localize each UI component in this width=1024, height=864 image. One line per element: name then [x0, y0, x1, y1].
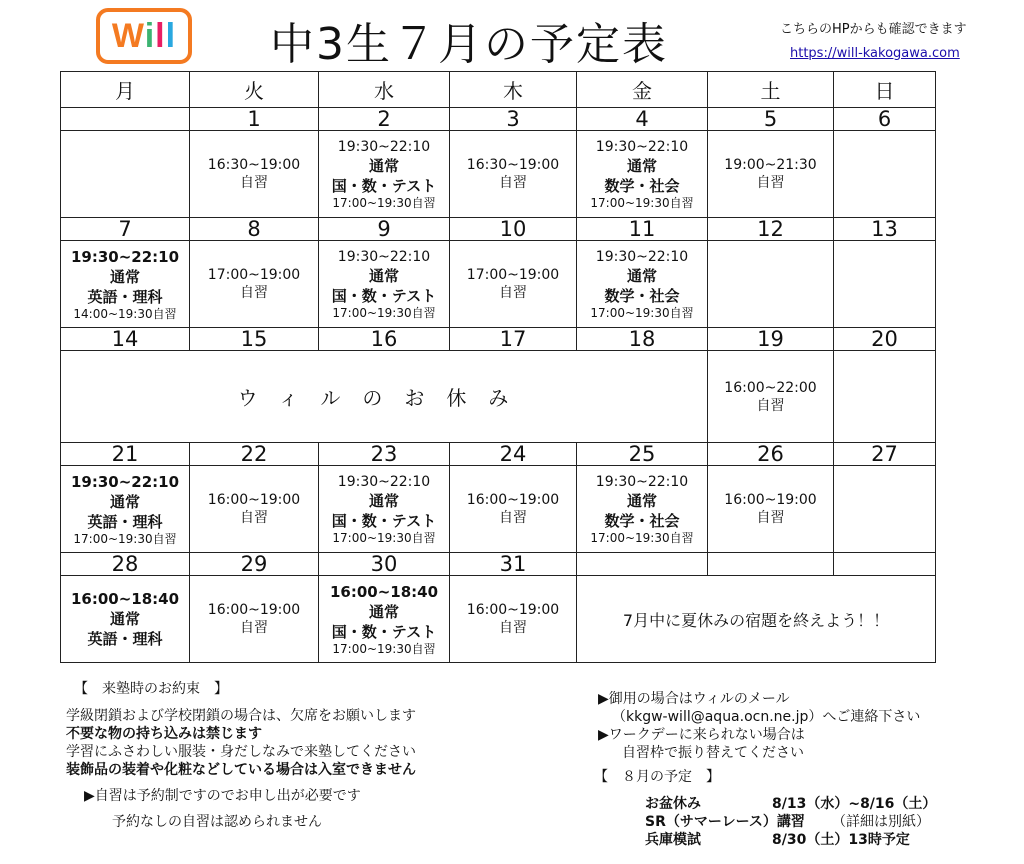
date-cell: 5 — [708, 108, 834, 131]
hp-link[interactable]: https://will-kakogawa.com — [790, 46, 960, 61]
date-cell: 17 — [450, 328, 577, 351]
august-item-date: 8/13（水）~8/16（土） — [772, 796, 937, 812]
self-study: 17:00~19:30自習 — [332, 195, 436, 210]
day-cell — [708, 131, 834, 218]
self-study: 17:00~19:30自習 — [590, 305, 694, 320]
week2-schedule — [61, 241, 936, 328]
date-cell: 30 — [319, 553, 450, 576]
type: 自習 — [499, 285, 527, 301]
date-cell: 14 — [61, 328, 190, 351]
type: 通常 — [368, 266, 399, 285]
subjects: 数学・社会 — [604, 286, 680, 305]
august-item-name: お盆休み — [645, 796, 701, 812]
self-study: 17:00~19:30自習 — [332, 305, 436, 320]
weekday-wed: 水 — [319, 72, 450, 108]
weekday-sun: 日 — [834, 72, 936, 108]
august-item-date: 8/30（土）13時予定 — [772, 832, 910, 848]
day-cell — [450, 466, 577, 553]
date-cell: 19 — [708, 328, 834, 351]
day-cell — [577, 466, 708, 553]
time: 19:30~22:10 — [595, 138, 689, 155]
type: 通常 — [626, 156, 657, 175]
day-cell — [577, 131, 708, 218]
time: 17:00~19:00 — [207, 267, 301, 283]
august-item-date: （詳細は別紙） — [832, 814, 930, 830]
day-cell — [450, 576, 577, 663]
day-cell — [319, 466, 450, 553]
contact-email: （kkgw-will@aqua.ocn.ne.jp）へご連絡下さい — [612, 709, 921, 725]
day-cell — [190, 131, 319, 218]
subjects: 国・数・テスト — [331, 286, 437, 305]
date-cell: 4 — [577, 108, 708, 131]
type: 自習 — [499, 510, 527, 526]
time: 16:00~18:40 — [329, 582, 439, 601]
date-cell: 26 — [708, 443, 834, 466]
week3-schedule — [61, 351, 936, 443]
day-cell — [708, 351, 834, 443]
date-cell: 20 — [834, 328, 936, 351]
time: 16:00~19:00 — [466, 492, 560, 508]
date-cell: 24 — [450, 443, 577, 466]
date-cell: 13 — [834, 218, 936, 241]
week5-dates — [61, 553, 936, 576]
day-cell — [708, 466, 834, 553]
date-cell: 22 — [190, 443, 319, 466]
rule-line: 学習にふさわしい服装・身だしなみで来塾してください — [66, 744, 416, 760]
type: 通常 — [626, 491, 657, 510]
hp-note: こちらのHPからも確認できます — [780, 22, 967, 37]
subjects: 数学・社会 — [604, 511, 680, 530]
week1-schedule — [61, 131, 936, 218]
date-cell: 11 — [577, 218, 708, 241]
date-cell: 1 — [190, 108, 319, 131]
type: 通常 — [368, 156, 399, 175]
contact-line: ▶ワークデーに来られない場合は — [598, 727, 805, 743]
closed-notice: ウィルのお休み — [61, 351, 708, 443]
august-item-name: 兵庫模試 — [645, 832, 701, 848]
day-cell — [577, 241, 708, 328]
type: 通常 — [368, 602, 399, 621]
day-cell — [61, 241, 190, 328]
time: 19:30~22:10 — [595, 473, 689, 490]
self-study: 17:00~19:30自習 — [590, 530, 694, 545]
day-cell — [61, 576, 190, 663]
subjects: 数学・社会 — [604, 176, 680, 195]
subjects: 英語・理科 — [87, 630, 163, 648]
date-cell: 23 — [319, 443, 450, 466]
type: 通常 — [109, 267, 140, 286]
type: 自習 — [240, 285, 268, 301]
time: 19:30~22:10 — [337, 248, 431, 265]
time: 16:00~18:40 — [70, 590, 180, 608]
date-cell: 3 — [450, 108, 577, 131]
rules-heading: 【 来塾時のお約束 】 — [74, 681, 228, 697]
weekday-mon: 月 — [61, 72, 190, 108]
rule-line: 装飾品の装着や化粧などしている場合は入室できません — [66, 762, 416, 778]
time: 17:00~19:00 — [466, 267, 560, 283]
time: 16:00~19:00 — [466, 602, 560, 618]
date-cell — [61, 108, 190, 131]
date-cell: 31 — [450, 553, 577, 576]
week5-schedule — [61, 576, 936, 663]
week1-dates — [61, 108, 936, 131]
rule-line: 不要な物の持ち込みは禁じます — [66, 726, 262, 742]
summer-homework-goal: 7月中に夏休みの宿題を終えよう！！ — [577, 576, 936, 663]
type: 通常 — [109, 610, 140, 628]
time: 16:30~19:00 — [466, 157, 560, 173]
week2-dates — [61, 218, 936, 241]
contact-line: 自習枠で振り替えてください — [622, 745, 804, 761]
date-cell: 8 — [190, 218, 319, 241]
week3-dates — [61, 328, 936, 351]
day-cell — [319, 241, 450, 328]
subjects: 国・数・テスト — [331, 622, 437, 641]
date-cell: 29 — [190, 553, 319, 576]
time: 19:00~21:30 — [724, 157, 817, 173]
type: 自習 — [756, 175, 785, 191]
day-cell — [450, 131, 577, 218]
type: 通常 — [626, 266, 657, 285]
rule-line: 予約なしの自習は認められません — [112, 814, 322, 830]
day-cell-empty — [834, 241, 936, 328]
will-logo — [96, 8, 192, 64]
self-study: 17:00~19:30自習 — [332, 641, 436, 656]
type: 自習 — [240, 510, 268, 526]
time: 16:00~19:00 — [207, 492, 301, 508]
day-cell-empty — [834, 131, 936, 218]
weekday-sat: 土 — [708, 72, 834, 108]
rule-line: 学級閉鎖および学校閉鎖の場合は、欠席をお願いします — [66, 708, 416, 724]
weekday-thu: 木 — [450, 72, 577, 108]
date-cell: 2 — [319, 108, 450, 131]
type: 自習 — [240, 620, 268, 636]
subjects: 国・数・テスト — [331, 176, 437, 195]
subjects: 英語・理科 — [87, 512, 163, 531]
date-cell — [834, 553, 936, 576]
type: 自習 — [756, 510, 785, 526]
type: 自習 — [240, 175, 268, 191]
date-cell: 16 — [319, 328, 450, 351]
weekday-tue: 火 — [190, 72, 319, 108]
type: 自習 — [499, 620, 527, 636]
self-study: 17:00~19:30自習 — [590, 195, 694, 210]
type: 通常 — [109, 492, 140, 511]
date-cell — [577, 553, 708, 576]
time: 16:00~19:00 — [207, 602, 301, 618]
date-cell: 18 — [577, 328, 708, 351]
date-cell: 10 — [450, 218, 577, 241]
time: 19:30~22:10 — [595, 248, 689, 265]
weekday-header-row — [61, 72, 936, 108]
contact-line: ▶御用の場合はウィルのメール — [598, 691, 790, 707]
rule-line: ▶自習は予約制ですのでお申し出が必要です — [84, 788, 361, 804]
day-cell — [61, 466, 190, 553]
type: 通常 — [368, 491, 399, 510]
date-cell — [708, 553, 834, 576]
day-cell — [319, 576, 450, 663]
date-cell: 15 — [190, 328, 319, 351]
time: 16:00~19:00 — [724, 492, 817, 508]
self-study: 17:00~19:30自習 — [332, 530, 436, 545]
date-cell: 6 — [834, 108, 936, 131]
type: 自習 — [756, 397, 785, 414]
date-cell: 9 — [319, 218, 450, 241]
week4-dates — [61, 443, 936, 466]
weekday-fri: 金 — [577, 72, 708, 108]
day-cell — [450, 241, 577, 328]
schedule-calendar — [60, 71, 936, 663]
august-item-name: SR（サマーレース）講習 — [645, 814, 805, 830]
type: 自習 — [499, 175, 527, 191]
day-cell — [190, 466, 319, 553]
time: 19:30~22:10 — [70, 472, 180, 491]
self-study: 14:00~19:30自習 — [73, 306, 177, 321]
date-cell: 25 — [577, 443, 708, 466]
august-heading: 【 ８月の予定 】 — [594, 769, 720, 785]
day-cell-empty — [834, 351, 936, 443]
date-cell: 28 — [61, 553, 190, 576]
day-cell-empty — [834, 466, 936, 553]
date-cell: 7 — [61, 218, 190, 241]
time: 19:30~22:10 — [337, 473, 431, 490]
date-cell: 21 — [61, 443, 190, 466]
subjects: 英語・理科 — [87, 287, 163, 306]
time: 16:30~19:00 — [207, 157, 301, 173]
day-cell-empty — [708, 241, 834, 328]
page-title: 中3生７月の予定表 — [270, 19, 668, 70]
self-study: 17:00~19:30自習 — [73, 531, 177, 546]
date-cell: 12 — [708, 218, 834, 241]
time: 19:30~22:10 — [337, 138, 431, 155]
date-cell: 27 — [834, 443, 936, 466]
logo-text: Will — [111, 16, 177, 55]
time: 19:30~22:10 — [70, 247, 180, 266]
week4-schedule — [61, 466, 936, 553]
subjects: 国・数・テスト — [331, 511, 437, 530]
day-cell — [190, 241, 319, 328]
day-cell-empty — [61, 131, 190, 218]
day-cell — [319, 131, 450, 218]
day-cell — [190, 576, 319, 663]
time: 16:00~22:00 — [724, 379, 817, 396]
